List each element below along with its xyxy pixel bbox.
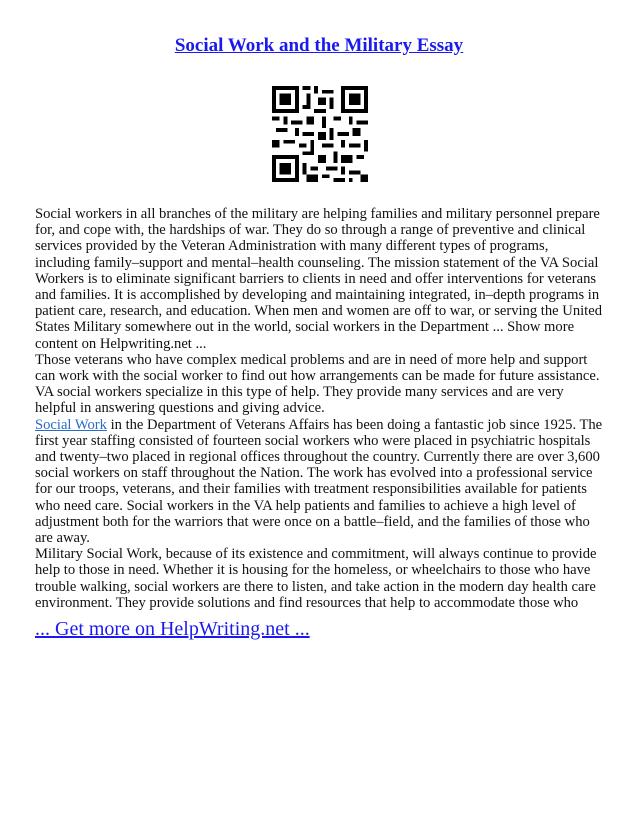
get-more-link[interactable]: ... Get more on HelpWriting.net ... <box>35 618 310 640</box>
qr-code-icon <box>272 86 368 182</box>
document-title[interactable]: Social Work and the Military Essay <box>174 35 464 56</box>
paragraph: Military Social Work, because of its existence and commitment, will always continue to provide help to those in need. Whether it is housing for the homeless, or wheelchairs to those who have trouble walking, social workers are there to listen, and take action in the modern day health care environment. They provide solutions and find resources that help to accommodate those who <box>35 546 597 611</box>
paragraph <box>35 417 603 547</box>
essay-body <box>35 206 603 611</box>
social-work-link[interactable]: Social Work <box>35 416 107 433</box>
paragraph: Social workers in all branches of the military are helping families and military personnel prepare for, and cope with, the hardships of war. They do so through a range of preventive and clinical services provided by the Veteran Administration with many different types of programs, including family–support and mental–health counseling. The mission statement of the VA Social Workers is to eliminate significant barriers to clients in need and offer interventions for veterans and families. It is accomplished by developing and maintaining integrated, in–depth programs in patient care, research, and education. When men and women are off to war, or serving the United States Military somewhere out in the world, social workers in the Department ... Show more content on Helpwriting.net ... <box>35 206 602 352</box>
paragraph-text: in the Department of Veterans Affairs has been doing a fantastic job since 1925. The first year staffing consisted of fourteen social workers who were placed in psychiatric hospitals and twenty–two placed in regional offices throughout the country. Currently there are over 3,600 social workers on staff throughout the Nation. The work has evolved into a professional service for our troops, veterans, and their families with treatment responsibilities available for patients who need care. Social workers in the VA help patients and families to achieve a high level of adjustment both for the warriors that were once on a battle–field, and the families of those who are away. <box>35 416 603 547</box>
paragraph: Those veterans who have complex medical problems and are in need of more help and support can work with the social worker to find out how arrangements can be made for future assistance. VA social workers specialize in this type of help. They provide many services and are very helpful in answering questions and giving advice. <box>35 351 600 417</box>
